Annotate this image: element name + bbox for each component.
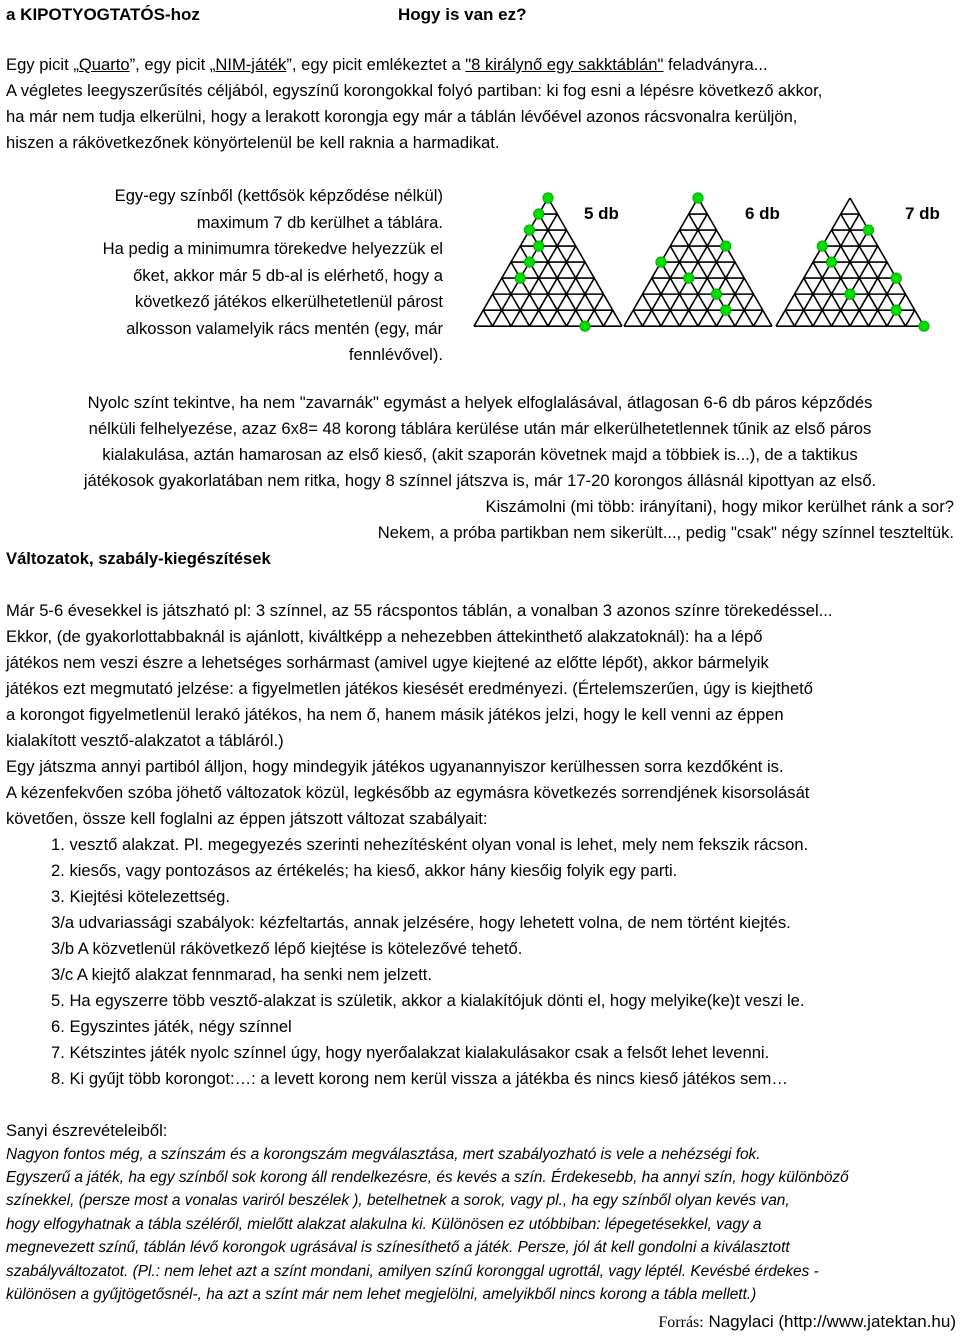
grid-line <box>795 214 860 326</box>
para2-line-2: nélküli felhelyezése, azaz 6x8= 48 korong táblára kerülése után már elkerülhetetlennek tűnik az első páros <box>88 419 872 438</box>
source-link[interactable]: Nagylaci (http://www.jatektan.hu) <box>703 1312 956 1331</box>
rule-item: 8. Ki gyűjt több korongot:…: a levett korong nem kerül vissza a játékba és nincs kieső játékos sem… <box>51 1069 788 1088</box>
body-line: játékos ezt megmutató jelzése: a figyelmetlen játékos kiesését eredményezi. (Értelemszerűen, úgy is kiejthető <box>6 679 814 698</box>
side-line: alkosson valamelyik rács mentén (egy, már <box>126 318 443 338</box>
body-line: követően, össze kell foglalni az éppen játszott változat szabályait: <box>6 809 488 828</box>
side-line: fennlévővel). <box>348 345 443 364</box>
rule-item: 5. Ha egyszerre több vesztő-alakzat is születik, akkor a kialakítójuk dönti el, hogy melyike(ke)t veszi le. <box>51 991 805 1010</box>
para2-line-1: Nyolc színt tekintve, ha nem "zavarnák" egymást a helyek elfoglalásával, átlagosan 6-6 db páros képződés <box>87 393 873 412</box>
green-token <box>524 225 534 235</box>
rule-item: 3/b A közvetlenül rákövetkező lépő kiejtése is kötelezővé tehető. <box>51 939 523 958</box>
green-token <box>845 289 855 299</box>
queens-link[interactable]: "8 királynő egy sakktáblán" <box>465 55 664 74</box>
green-token <box>711 289 721 299</box>
intro-line-2: A végletes leegyszerűsítés céljából, egyszínű korongokkal folyó partiban: ki fog esni a lépésre következő akkor, <box>6 81 823 100</box>
green-token <box>515 273 525 283</box>
green-token <box>524 257 534 267</box>
side-line: Ha pedig a minimumra törekedve helyezzük el <box>102 239 443 258</box>
source-label: Forrás: <box>658 1314 704 1331</box>
body-line: kialakított vesztő-alakzatot a tábláról.) <box>6 731 284 750</box>
note-line: színekkel, (persze most a vonalas variról beszélek ), betelhetnek a sorok, vagy pl., ha egy színből olyan kevés van, <box>6 1192 790 1209</box>
grid-line <box>530 246 576 326</box>
green-token <box>721 305 731 315</box>
body-line: a korongot figyelmetlenül lerakó játékos, ha nem ő, hanem másik játékos jelzi, hogy le kell venni az éppen <box>6 705 784 724</box>
rule-item: 2. kiesős, vagy pontozásos az értékelés; ha kieső, akkor hány kiesőig folyik egy parti. <box>51 861 678 880</box>
board-count-label: 5 db <box>584 204 619 223</box>
body-line: Már 5-6 évesekkel is játszható pl: 3 színnel, az 55 rácspontos táblán, a vonalban 3 azonos színre törekedéssel... <box>6 601 833 620</box>
grid-line <box>483 310 492 326</box>
note-line: Egyszerű a játék, ha egy színből sok korong áll rendelkezésre, és kevés a szín. Érdekesebb, ha annyi szín, hogy különböző <box>6 1169 849 1186</box>
green-token <box>817 241 827 251</box>
grid-line <box>785 310 794 326</box>
board-count-label: 6 db <box>745 204 780 223</box>
notes-title: Sanyi észrevételeiből: <box>6 1121 168 1140</box>
green-token <box>543 193 553 203</box>
rule-item: 3/c A kiejtő alakzat fennmarad, ha senki nem jelzett. <box>51 965 432 984</box>
green-token <box>693 193 703 203</box>
note-line: különösen a gyűjtögetősnél-, ha azt a színt már nem lehet megjelölni, amelyikből nincs korong a tábla mellett.) <box>6 1286 757 1303</box>
para2-line-5: Kiszámolni (mi több: irányítani), hogy mikor kerülhet ránk a sor? <box>485 497 954 516</box>
green-token <box>721 241 731 251</box>
body-line: Ekkor, (de gyakorlottabbaknál is ajánlott, kiváltképp a nehezebben áttekinthető alakzatoknál): ha a lépő <box>6 627 763 646</box>
green-token <box>656 257 666 267</box>
para2-line-6: Nekem, a próba partikban nem sikerült..., pedig "csak" négy színnel teszteltük. <box>377 523 954 542</box>
body-line: A kézenfekvően szóba jöhető változatok közül, legkésőbb az egymásra következés sorrendjének kisorsolását <box>6 783 810 802</box>
side-line: következő játékos elkerülhetetlenül párost <box>134 292 443 311</box>
grid-line <box>539 214 604 326</box>
para2-line-3: kialakulása, aztán hamarosan az első kieső, (akit szaporán követnek majd a többiek is...), de a taktikus <box>102 445 858 464</box>
side-line: őket, akkor már 5 db-al is elérhető, hogy a <box>133 265 443 285</box>
nim-link[interactable]: NIM-játék <box>215 55 287 74</box>
source-credit <box>658 1309 956 1336</box>
triangle-boards-figure <box>460 188 950 358</box>
rule-item: 1. vesztő alakzat. Pl. megegyezés szerinti nehezítésként olyan vonal is lehet, mely nem fekszik rácson. <box>51 835 809 854</box>
intro-line-4: hiszen a rákövetkezőnek könyörtelenül be kell raknia a harmadikat. <box>6 133 500 152</box>
rule-item: 3/a udvariassági szabályok: kézfeltartás, annak jelzésére, hogy lehetett volna, de nem történt kiejtés. <box>51 913 791 932</box>
grid-line <box>643 214 708 326</box>
rule-item: 7. Kétszintes játék nyolc színnel úgy, hogy nyerőalakzat kialakulásakor csak a felsőt lehet levenni. <box>51 1043 770 1062</box>
green-token <box>919 321 929 331</box>
green-token <box>684 273 694 283</box>
header-left: a KIPOTYOGTATÓS-hoz <box>6 5 200 24</box>
green-token <box>891 305 901 315</box>
side-line: Egy-egy színből (kettősök képződése nélkül) <box>114 186 443 205</box>
grid-line <box>604 310 613 326</box>
para2-line-4: játékosok gyakorlatában nem ritka, hogy 8 színnel játszva is, már 17-20 korongos állásnál kipottyan az első. <box>83 471 877 490</box>
rule-item: 3. Kiejtési kötelezettség. <box>51 887 230 906</box>
side-line: maximum 7 db kerülhet a táblára. <box>196 212 443 232</box>
grid-line <box>754 310 763 326</box>
grid-line <box>633 310 642 326</box>
grid-line <box>832 246 878 326</box>
green-token <box>534 209 544 219</box>
green-token <box>580 321 590 331</box>
intro-line-3: ha már nem tudja elkerülni, hogy a lerakott korongja egy már a táblán lévőével azonos rácsvonalra kerüljön, <box>6 107 798 126</box>
green-token <box>891 273 901 283</box>
green-token <box>534 241 544 251</box>
green-token <box>863 225 873 235</box>
note-line: hogy elfogyhatnak a tábla széléről, mielőtt alakzat alakulna ki. Különösen ez utóbbiban: lépegetésekkel, vagy a <box>6 1216 762 1233</box>
note-line: megnevezett színű, táblán lévő korongok ugrásával is színesíthető a játék. Persze, jól át kell gondolni a kiválasztott <box>6 1239 790 1256</box>
note-line: szabályváltozatot. (Pl.: nem lehet azt a színt mondani, amilyen színű koronggal ugrottál, vagy léptél. Kevésbé érdekes - <box>6 1263 819 1280</box>
side-text <box>20 183 443 369</box>
body-line: játékos nem veszi észre a lehetséges sorhármast (amivel ugye kiejtené az előtte lépőt), akkor bármelyik <box>6 653 769 672</box>
grid-line <box>906 310 915 326</box>
quarto-link[interactable]: Quarto <box>78 55 130 74</box>
note-line: Nagyon fontos még, a színszám és a korongszám megválasztása, mert szabályozható is vele a nehézségi fok. <box>6 1146 761 1163</box>
section-title: Változatok, szabály-kiegészítések <box>6 549 271 568</box>
board-count-label: 7 db <box>905 204 940 223</box>
green-token <box>826 257 836 267</box>
rule-item: 6. Egyszintes játék, négy színnel <box>51 1017 292 1036</box>
grid-line <box>680 246 726 326</box>
body-line: Egy játszma annyi partiból álljon, hogy mindegyik játékos ugyanannyiszor kerülhessen sorra kezdőként is. <box>6 757 784 776</box>
intro-line-1: Egy picit „Quarto”, egy picit „NIM-játék”, egy picit emlékeztet a "8 királynő egy sakktáblán" feladványra... <box>6 55 768 74</box>
header-title: Hogy is van ez? <box>398 5 527 24</box>
grid-line <box>670 246 716 326</box>
